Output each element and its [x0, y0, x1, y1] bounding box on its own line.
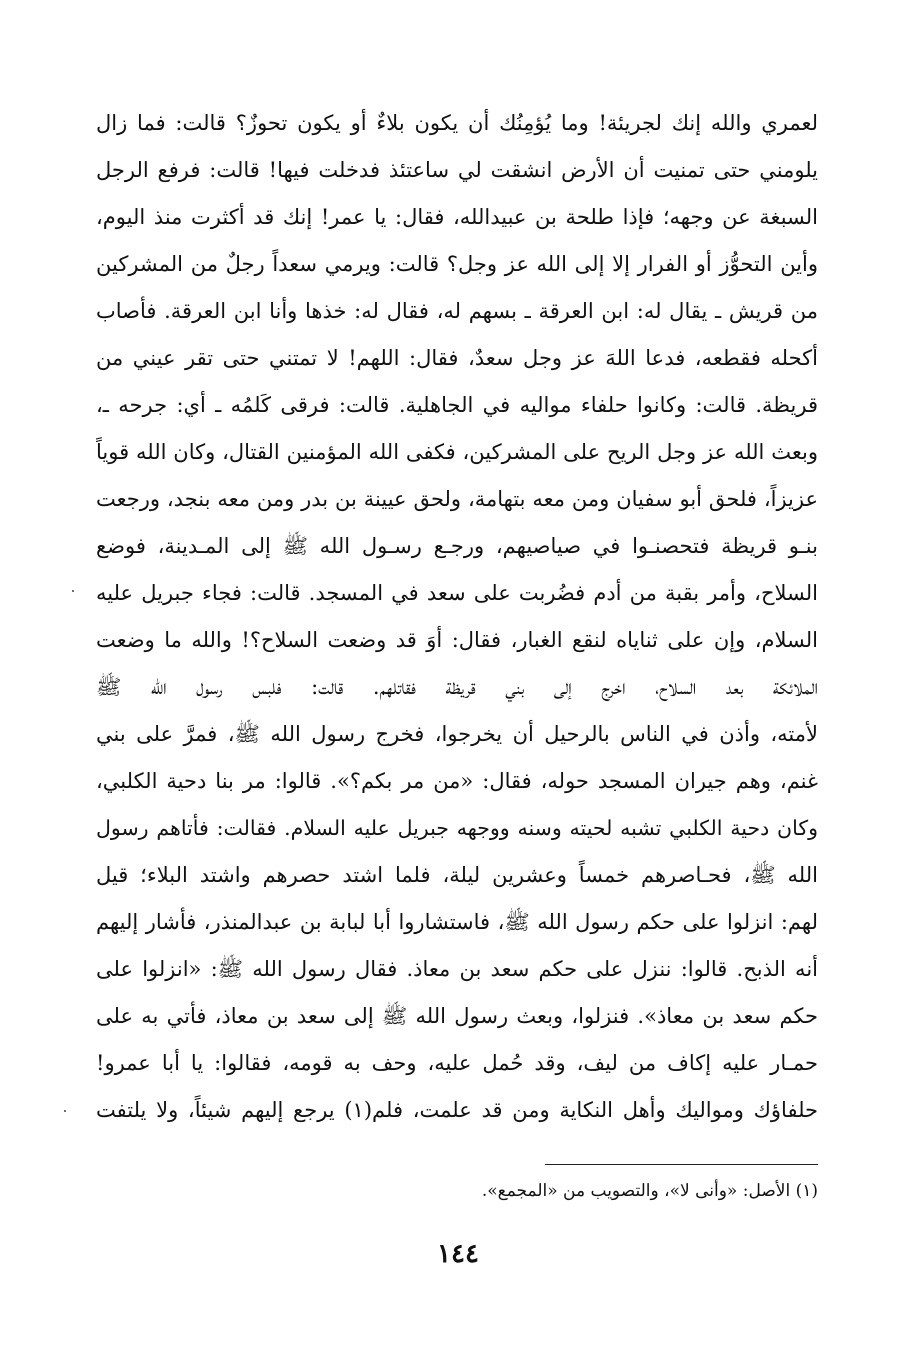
- text-line: السلاح، وأمر بقبة من أدم فضُربت على سعد في المسجد. قالت: فجاء جبريل عليه: [96, 581, 818, 605]
- text-line: يلومني حتى تمنيت أن الأرض انشقت لي ساعتئذ فدخلت فيها! قالت: فرفع الرجل: [96, 158, 818, 182]
- text-line: لأمته، وأذن في الناس بالرحيل أن يخرجوا، فخرج رسول الله ﷺ، فمرَّ على بني: [96, 722, 818, 746]
- text-line: حلفاؤك ومواليك وأهل النكاية ومن قد علمت، فلم(١) يرجع إليهم شيئاً، ولا يلتفت: [96, 1098, 818, 1122]
- text-line: الله ﷺ، فحـاصرهم خمساً وعشرين ليلة، فلما اشتد حصرهم واشتد البلاء؛ قيل: [96, 863, 818, 887]
- text-line: بنـو قريظة فتحصنـوا في صياصيهم، ورجـع رسـول الله ﷺ إلى المـدينة، فوضع: [96, 534, 818, 558]
- text-line: لعمري والله إنك لجريئة! وما يُؤمِنُك أن يكون بلاءٌ أو يكون تحوزٌ؟ قالت: فما زال: [96, 111, 818, 135]
- text-line: لهم: انزلوا على حكم رسول الله ﷺ، فاستشاروا أبا لبابة بن عبدالمنذر، فأشار إليهم: [96, 910, 818, 934]
- margin-speck: [72, 590, 74, 592]
- text-line: السلام، وإن على ثناياه لنقع الغبار، فقال: أوَ قد وضعت السلاح؟! والله ما وضعت: [96, 628, 818, 652]
- footnote-separator: [545, 1164, 818, 1165]
- text-line: غنم، وهم جيران المسجد حوله، فقال: «من مر بكم؟». قالوا: مر بنا دحية الكلبي،: [96, 769, 818, 793]
- text-line: من قريش ـ يقال له: ابن العرقة ـ بسهم له، فقال له: خذها وأنا ابن العرقة. فأصاب: [96, 299, 818, 323]
- text-line: الملائكة بعد السلاح، اخرج إلى بني قريظة فقاتلهم. قالت: فلبس رسول الله ﷺ: [96, 675, 818, 699]
- footnote: (١) الأصل: «وأنى لا»، والتصويب من «المجمع».: [481, 1181, 818, 1201]
- text-line: وبعث الله عز وجل الريح على المشركين، فكفى الله المؤمنين القتال، وكان الله قوياً: [96, 440, 818, 464]
- text-line: حمـار عليه إكاف من ليف، وقد حُمل عليه، وحف به قومه، فقالوا: يا أبا عمرو!: [96, 1051, 818, 1075]
- text-line: أكحله فقطعه، فدعا اللهَ عز وجل سعدٌ، فقال: اللهم! لا تمتني حتى تقر عيني من: [96, 346, 818, 370]
- text-line: قريظة. قالت: وكانوا حلفاء مواليه في الجاهلية. قالت: فرقى كَلمُه ـ أي: جرحه ـ،: [96, 393, 818, 417]
- text-line: حكم سعد بن معاذ». فنزلوا، وبعث رسول الله ﷺ إلى سعد بن معاذ، فأتي به على: [96, 1004, 818, 1028]
- text-line: وأين التحوُّز أو الفرار إلا إلى الله عز وجل؟ قالت: ويرمي سعداً رجلٌ من المشركين: [96, 252, 818, 276]
- text-line: أنه الذبح. قالوا: ننزل على حكم سعد بن معاذ. فقال رسول الله ﷺ: «انزلوا على: [96, 957, 818, 981]
- margin-speck: [64, 1110, 66, 1112]
- text-line: وكان دحية الكلبي تشبه لحيته وسنه ووجهه جبريل عليه السلام. فقالت: فأتاهم رسول: [96, 816, 818, 840]
- page-number: ١٤٤: [437, 1239, 479, 1269]
- text-line: السبغة عن وجهه؛ فإذا طلحة بن عبيدالله، فقال: يا عمر! إنك قد أكثرت منذ اليوم،: [96, 205, 818, 229]
- main-text: [96, 100, 818, 1134]
- text-line: عزيزاً، فلحق أبو سفيان ومن معه بتهامة، ولحق عيينة بن بدر ومن معه بنجد، ورجعت: [96, 487, 818, 511]
